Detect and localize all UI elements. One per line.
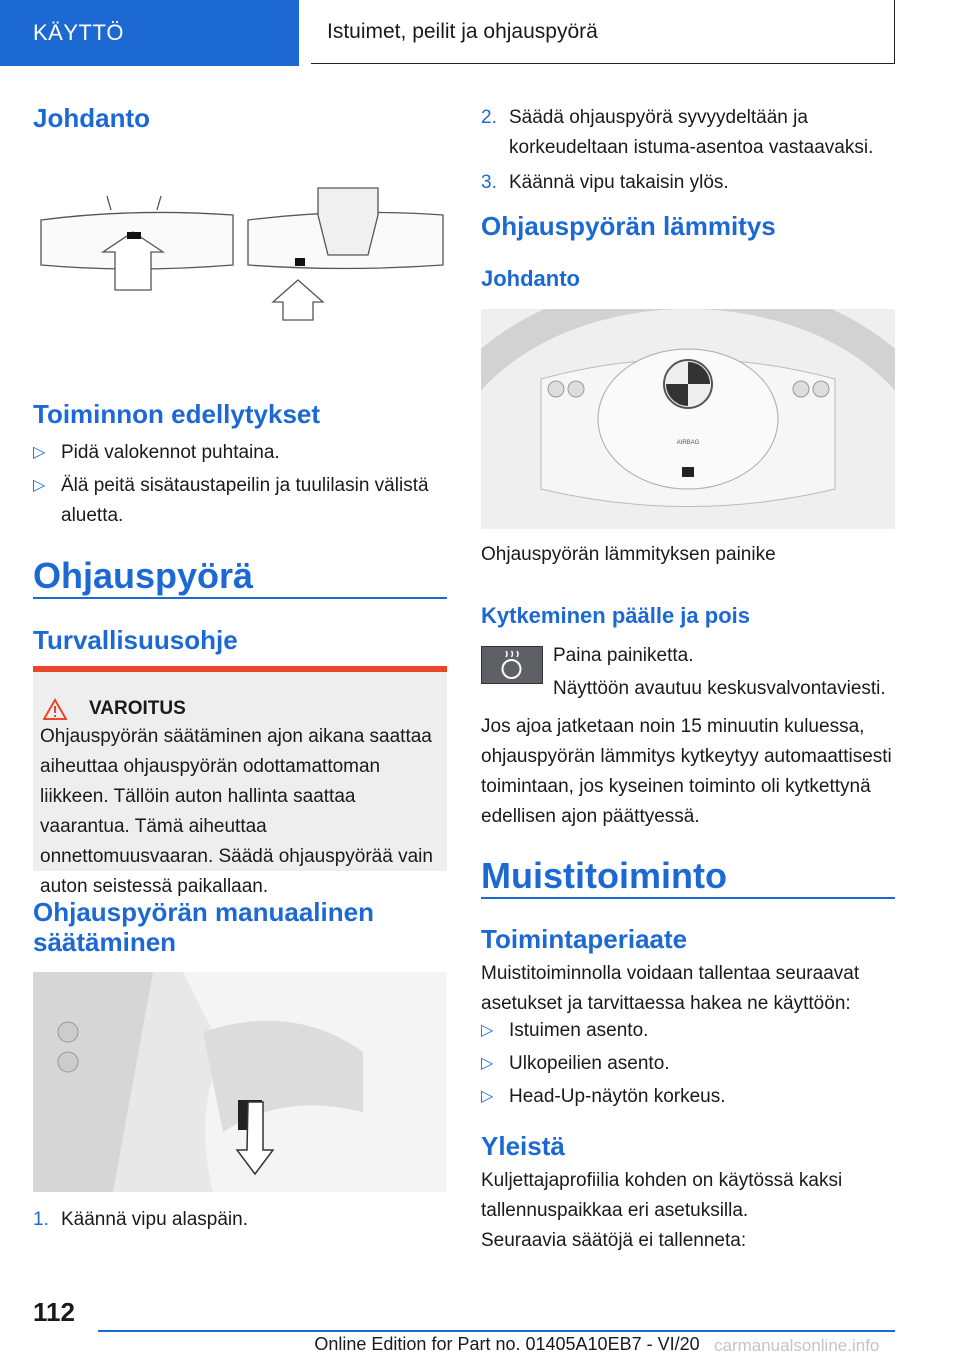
heading-turvallisuus: Turvallisuusohje (33, 625, 238, 655)
image-caption: Ohjauspyörän lämmityksen painike (481, 544, 776, 565)
muisti-text: Muistitoiminnolla voidaan tallentaa seuraavat asetukset ja tarvittaessa hakea ne käyttöön: (481, 963, 860, 1014)
nayttoon-text: Näyttöön avautuu keskusvalvontaviesti. (553, 678, 886, 699)
bullet-triangle-icon: ▷ (481, 1055, 494, 1072)
heading-johdanto: Johdanto (33, 103, 150, 133)
section-tab: KÄYTTÖ (0, 0, 299, 66)
step-list-right (481, 103, 895, 198)
muisti-list (481, 1016, 895, 1112)
heading-ohjauspyora: Ohjauspyörä (33, 555, 254, 596)
list-item: ▷ Istuimen asento. (481, 1016, 895, 1046)
page-number: 112 (33, 1297, 75, 1327)
heading-toiminnon: Toiminnon edellytykset (33, 399, 321, 429)
watermark: carmanualsonline.info (714, 1336, 880, 1355)
bullet-triangle-icon: ▷ (481, 1088, 494, 1105)
bullet-triangle-icon: ▷ (33, 444, 46, 461)
bullet-triangle-icon: ▷ (481, 1022, 494, 1039)
section-rule (33, 597, 447, 599)
airbag-label: AIRBAG (676, 440, 700, 446)
step-list-left (33, 1205, 447, 1235)
seuraavia-text: Seuraavia säätöjä ei tallenneta: (481, 1230, 747, 1251)
yleista-text: Kuljettajaprofiilia kohden on käytössä kaksi tallennuspaikkaa eri asetuksilla. (481, 1170, 843, 1221)
footer-rule (98, 1330, 895, 1332)
warning-box (33, 666, 447, 897)
paina-text: Paina painiketta. (553, 645, 694, 666)
toiminnon-list (33, 438, 447, 531)
list-item: 3. Käännä vipu takaisin ylös. (481, 172, 729, 193)
heading-johdanto-2: Johdanto (481, 266, 580, 291)
list-item: ▷ Pidä valokennot puhtaina. (33, 438, 447, 468)
heading-lammitys: Ohjauspyörän lämmitys (481, 211, 776, 241)
section-rule (481, 897, 895, 899)
heading-toimintaperiaate: Toimintaperiaate (481, 924, 688, 954)
warning-title: VAROITUS (89, 698, 186, 719)
heading-yleista: Yleistä (481, 1131, 565, 1161)
heading-manuaalinen: Ohjauspyörän manuaalinen säätäminen (33, 897, 374, 957)
list-item: ▷ Älä peitä sisätaustapeilin ja tuulilasin välistä aluetta. (33, 471, 447, 531)
footer-edition: Online Edition for Part no. 01405A10EB7 - VI/20 (314, 1334, 700, 1354)
mirror-illustration (33, 180, 447, 340)
warning-header (43, 698, 447, 720)
list-item: ▷ Ulkopeilien asento. (481, 1049, 895, 1079)
heading-muistitoiminto: Muistitoiminto (481, 855, 727, 896)
steering-wheel-image (481, 309, 895, 529)
list-item: 2. Säädä ohjauspyörä syvyydeltään ja korkeudeltaan istuma-asentoa vastaavaksi. (481, 107, 874, 158)
bullet-triangle-icon: ▷ (33, 477, 46, 494)
chapter-title: Istuimet, peilit ja ohjauspyörä (311, 0, 895, 64)
warning-text: Ohjauspyörän säätäminen ajon aikana saattaa aiheuttaa ohjauspyörän odottamattoman liikkeen. Tällöin auton hallinta saattaa vaarantua. Tämä aiheuttaa onnettomuusvaaran. Säädä ohjauspyörää vain auton seistessä paikallaan. (40, 726, 433, 897)
list-item: ▷ Head-Up-näytön korkeus. (481, 1082, 895, 1112)
steering-heat-button-icon (481, 646, 543, 684)
warning-bar (33, 666, 447, 672)
heading-kytkeminen: Kytkeminen päälle ja pois (481, 603, 750, 628)
steering-column-image (33, 972, 447, 1192)
list-item: 1. Käännä vipu alaspäin. (33, 1209, 248, 1230)
jos-ajoa-text: Jos ajoa jatketaan noin 15 minuutin kuluessa, ohjauspyörän lämmitys kytkeytyy automaattisesti toimintaan, jos kyseinen toiminto oli kytkettynä edellisen ajon päättyessä. (481, 716, 892, 827)
warning-triangle-icon (43, 698, 67, 720)
